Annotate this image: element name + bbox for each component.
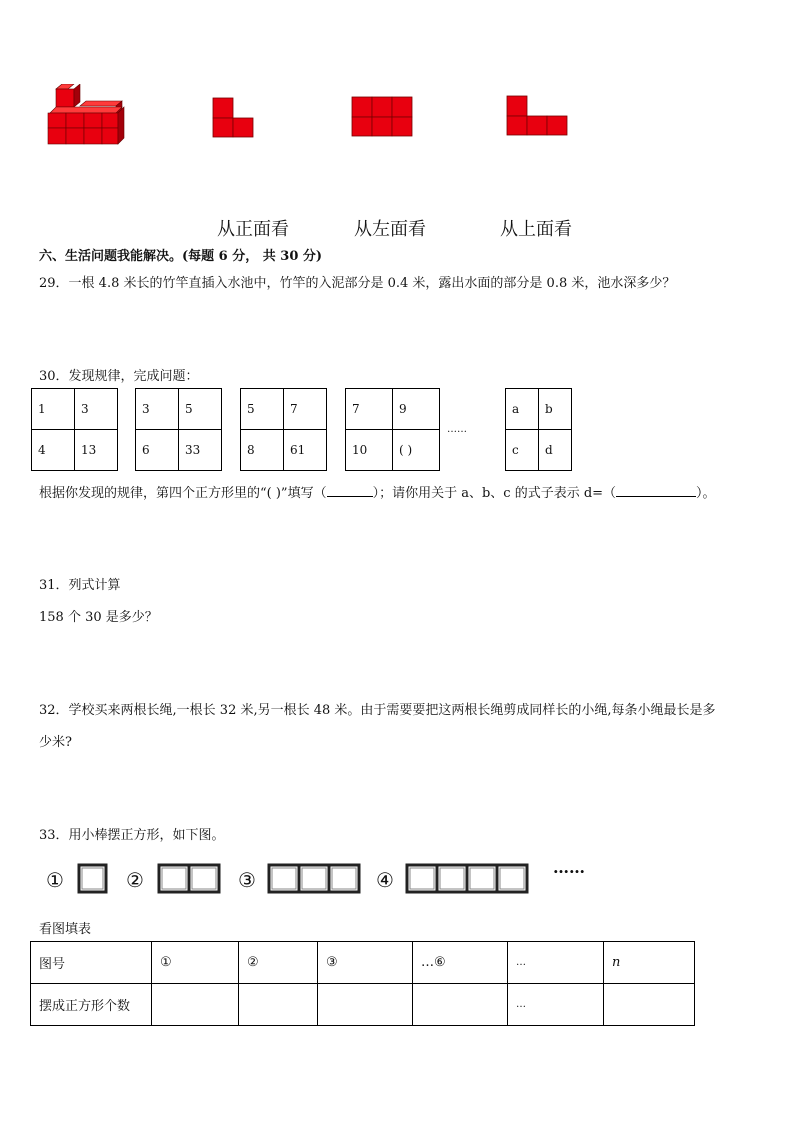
pattern-grid-4 <box>345 388 440 471</box>
table-cell: ① <box>152 942 239 984</box>
figure-label-1: ① <box>46 868 64 892</box>
matchstick-figure-3 <box>266 862 362 896</box>
matchstick-figure-1 <box>76 862 110 896</box>
table-cell: 摆成正方形个数 <box>31 984 152 1026</box>
grid-cell: a <box>506 389 539 430</box>
grid-cell[interactable]: ( ) <box>393 430 440 471</box>
matchstick-figure-4 <box>404 862 530 896</box>
answer-blank-1[interactable] <box>327 496 373 497</box>
table-cell: …⑥ <box>413 942 508 984</box>
question-31-text: 158 个 30 是多少？ <box>39 610 158 625</box>
grid-cell: 3 <box>136 389 179 430</box>
question-30: 30．发现规律，完成问题： <box>39 369 199 384</box>
grid-cell: b <box>539 389 572 430</box>
table-cell: 图号 <box>31 942 152 984</box>
grid-cell: 4 <box>32 430 75 471</box>
cube-solid-figure <box>44 84 128 146</box>
pattern-ellipsis: …… <box>447 424 467 435</box>
table-cell: ③ <box>318 942 413 984</box>
front-view-figure <box>212 97 256 139</box>
grid-cell: 5 <box>241 389 284 430</box>
figure-label-4: ④ <box>376 868 394 892</box>
grid-cell: 5 <box>179 389 222 430</box>
table-answer-cell[interactable] <box>604 984 695 1026</box>
question-30-answer-line <box>39 482 716 501</box>
left-view-label: 从左面看 <box>354 219 426 240</box>
top-view-figure <box>506 95 570 137</box>
table-answer-cell[interactable] <box>413 984 508 1026</box>
grid-cell: d <box>539 430 572 471</box>
grid-cell: 6 <box>136 430 179 471</box>
table-title: 看图填表 <box>39 922 92 937</box>
left-view-figure <box>351 96 415 138</box>
grid-cell: 10 <box>346 430 393 471</box>
grid-cell: 8 <box>241 430 284 471</box>
pattern-grid-2 <box>135 388 222 471</box>
question-29: 29．一根 4.8 米长的竹竿直插入水池中，竹竿的入泥部分是 0.4 米，露出水面的部分是 0.8 米，池水深多少？ <box>39 276 676 291</box>
pattern-grid-general <box>505 388 572 471</box>
top-view-label: 从上面看 <box>500 219 572 240</box>
front-view-label: 从正面看 <box>217 219 289 240</box>
answer-text-2: ）；请你用关于 a、b、c 的式子表示 d=（ <box>372 486 617 501</box>
table-cell: … <box>508 984 604 1026</box>
table-cell: … <box>508 942 604 984</box>
grid-cell: c <box>506 430 539 471</box>
grid-cell: 13 <box>75 430 118 471</box>
question-32-line2: 少米? <box>39 735 72 750</box>
section-heading: 六、生活问题我能解决。(每题 6 分， 共 30 分) <box>39 249 323 264</box>
answer-text-3: ）。 <box>696 486 716 501</box>
grid-cell: 7 <box>346 389 393 430</box>
table-cell: n <box>604 942 695 984</box>
answer-text-1: 根据你发现的规律，第四个正方形里的“( )”填写（ <box>39 486 327 501</box>
pattern-grid-1 <box>31 388 118 471</box>
grid-cell: 7 <box>284 389 327 430</box>
grid-cell: 1 <box>32 389 75 430</box>
figure-label-3: ③ <box>238 868 256 892</box>
grid-cell: 3 <box>75 389 118 430</box>
fill-in-table <box>30 941 695 1026</box>
table-row <box>31 942 695 984</box>
table-cell: ② <box>239 942 318 984</box>
question-32-line1: 32．学校买来两根长绳,一根长 32 米,另一根长 48 米。由于需要要把这两根长绳剪成同样长的小绳,每条小绳最长是多 <box>39 703 716 718</box>
pattern-grid-3 <box>240 388 327 471</box>
table-answer-cell[interactable] <box>152 984 239 1026</box>
table-answer-cell[interactable] <box>239 984 318 1026</box>
table-row <box>31 984 695 1026</box>
table-answer-cell[interactable] <box>318 984 413 1026</box>
figure-ellipsis: …… <box>553 858 585 877</box>
question-33: 33．用小棒摆正方形，如下图。 <box>39 828 225 843</box>
question-31-title: 31．列式计算 <box>39 578 121 593</box>
answer-blank-2[interactable] <box>616 496 696 497</box>
figure-label-2: ② <box>126 868 144 892</box>
grid-cell: 61 <box>284 430 327 471</box>
grid-cell: 33 <box>179 430 222 471</box>
matchstick-figure-2 <box>156 862 224 896</box>
grid-cell: 9 <box>393 389 440 430</box>
